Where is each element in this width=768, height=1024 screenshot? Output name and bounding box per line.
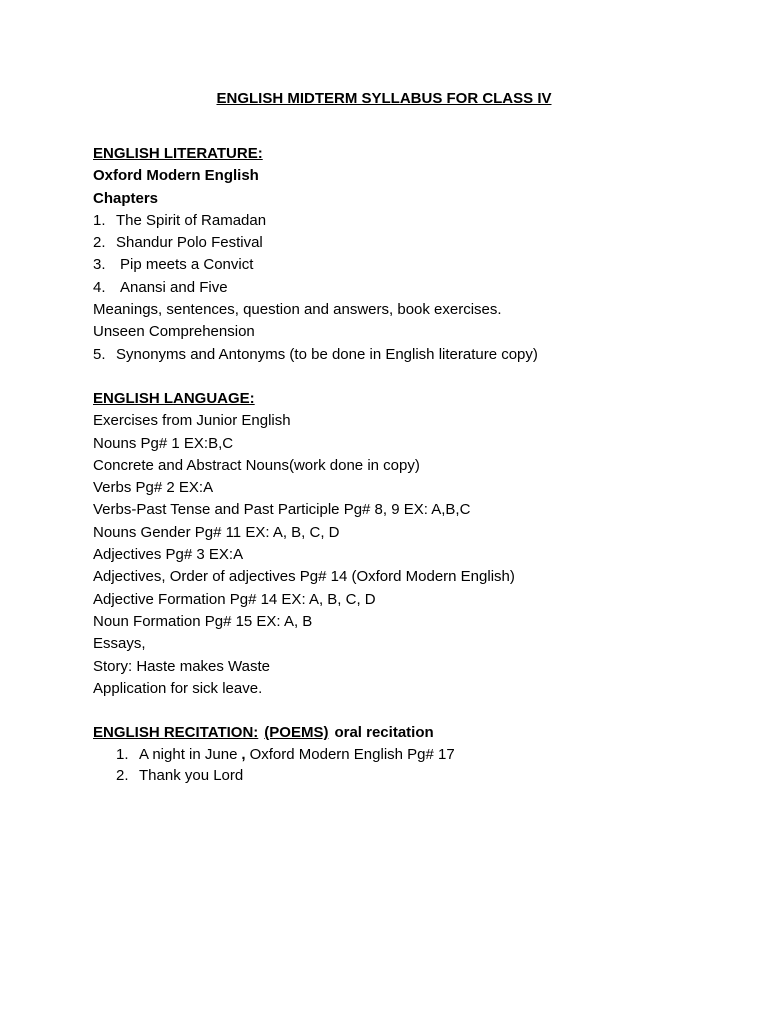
poem-title: A night in June (139, 746, 238, 764)
language-item: Verbs Pg# 2 EX:A (93, 479, 214, 497)
language-item: Adjectives Pg# 3 EX:A (93, 546, 244, 564)
language-item: Nouns Pg# 1 EX:B,C (93, 434, 234, 452)
page-title: ENGLISH MIDTERM SYLLABUS FOR CLASS IV (216, 90, 552, 107)
chapter-title: The Spirit of Ramadan (116, 211, 267, 229)
language-item: Story: Haste makes Waste (93, 657, 270, 675)
chapter-title: Pip meets a Convict (120, 256, 254, 274)
chapter-item (93, 232, 733, 254)
chapter-number: 4. (93, 278, 106, 296)
chapter-item (93, 210, 733, 232)
language-item: Exercises from Junior English (93, 412, 291, 430)
language-item: Verbs-Past Tense and Past Participle Pg# 8, 9 EX: A,B,C (93, 501, 471, 519)
poem-title: Thank you Lord (139, 767, 244, 785)
poem-number: 1. (116, 746, 129, 764)
section-spacer (93, 366, 733, 388)
chapter-title: Shandur Polo Festival (116, 234, 263, 252)
section-spacer (93, 700, 733, 722)
chapter-item (93, 344, 733, 366)
poem-source: Oxford Modern English Pg# 17 (249, 746, 455, 764)
language-item: Nouns Gender Pg# 11 EX: A, B, C, D (93, 523, 340, 541)
chapter-number: 3. (93, 256, 106, 274)
chapters-label: Chapters (93, 189, 159, 207)
chapter-item (93, 254, 733, 276)
chapter-title: Anansi and Five (120, 278, 228, 296)
language-item: Noun Formation Pg# 15 EX: A, B (93, 612, 313, 630)
language-item: Concrete and Abstract Nouns(work done in copy) (93, 456, 420, 474)
chapter-number: 5. (93, 345, 106, 363)
poem-number: 2. (116, 767, 129, 785)
syllabus-body (93, 143, 733, 786)
literature-heading: ENGLISH LITERATURE: (93, 145, 263, 162)
literature-note: Meanings, sentences, question and answers, book exercises. (93, 301, 502, 319)
poem-item (116, 744, 733, 765)
language-item: Adjective Formation Pg# 14 EX: A, B, C, D (93, 590, 376, 608)
poems-label: (POEMS) (264, 724, 329, 742)
literature-book: Oxford Modern English (93, 167, 259, 185)
recitation-mode: oral recitation (334, 724, 434, 742)
poem-separator: , (241, 746, 246, 764)
chapter-title: Synonyms and Antonyms (to be done in English literature copy) (116, 345, 538, 363)
chapter-item (93, 277, 733, 299)
language-item: Essays, (93, 635, 146, 653)
poem-list (116, 744, 733, 786)
language-item: Adjectives, Order of adjectives Pg# 14 (Oxford Modern English) (93, 568, 515, 586)
chapter-number: 2. (93, 234, 106, 252)
poem-item (116, 765, 733, 786)
literature-note: Unseen Comprehension (93, 323, 255, 341)
language-item: Application for sick leave. (93, 679, 263, 697)
chapter-number: 1. (93, 211, 106, 229)
language-heading: ENGLISH LANGUAGE: (93, 389, 255, 407)
recitation-heading: ENGLISH RECITATION: (93, 724, 259, 742)
recitation-heading-line (93, 722, 733, 744)
